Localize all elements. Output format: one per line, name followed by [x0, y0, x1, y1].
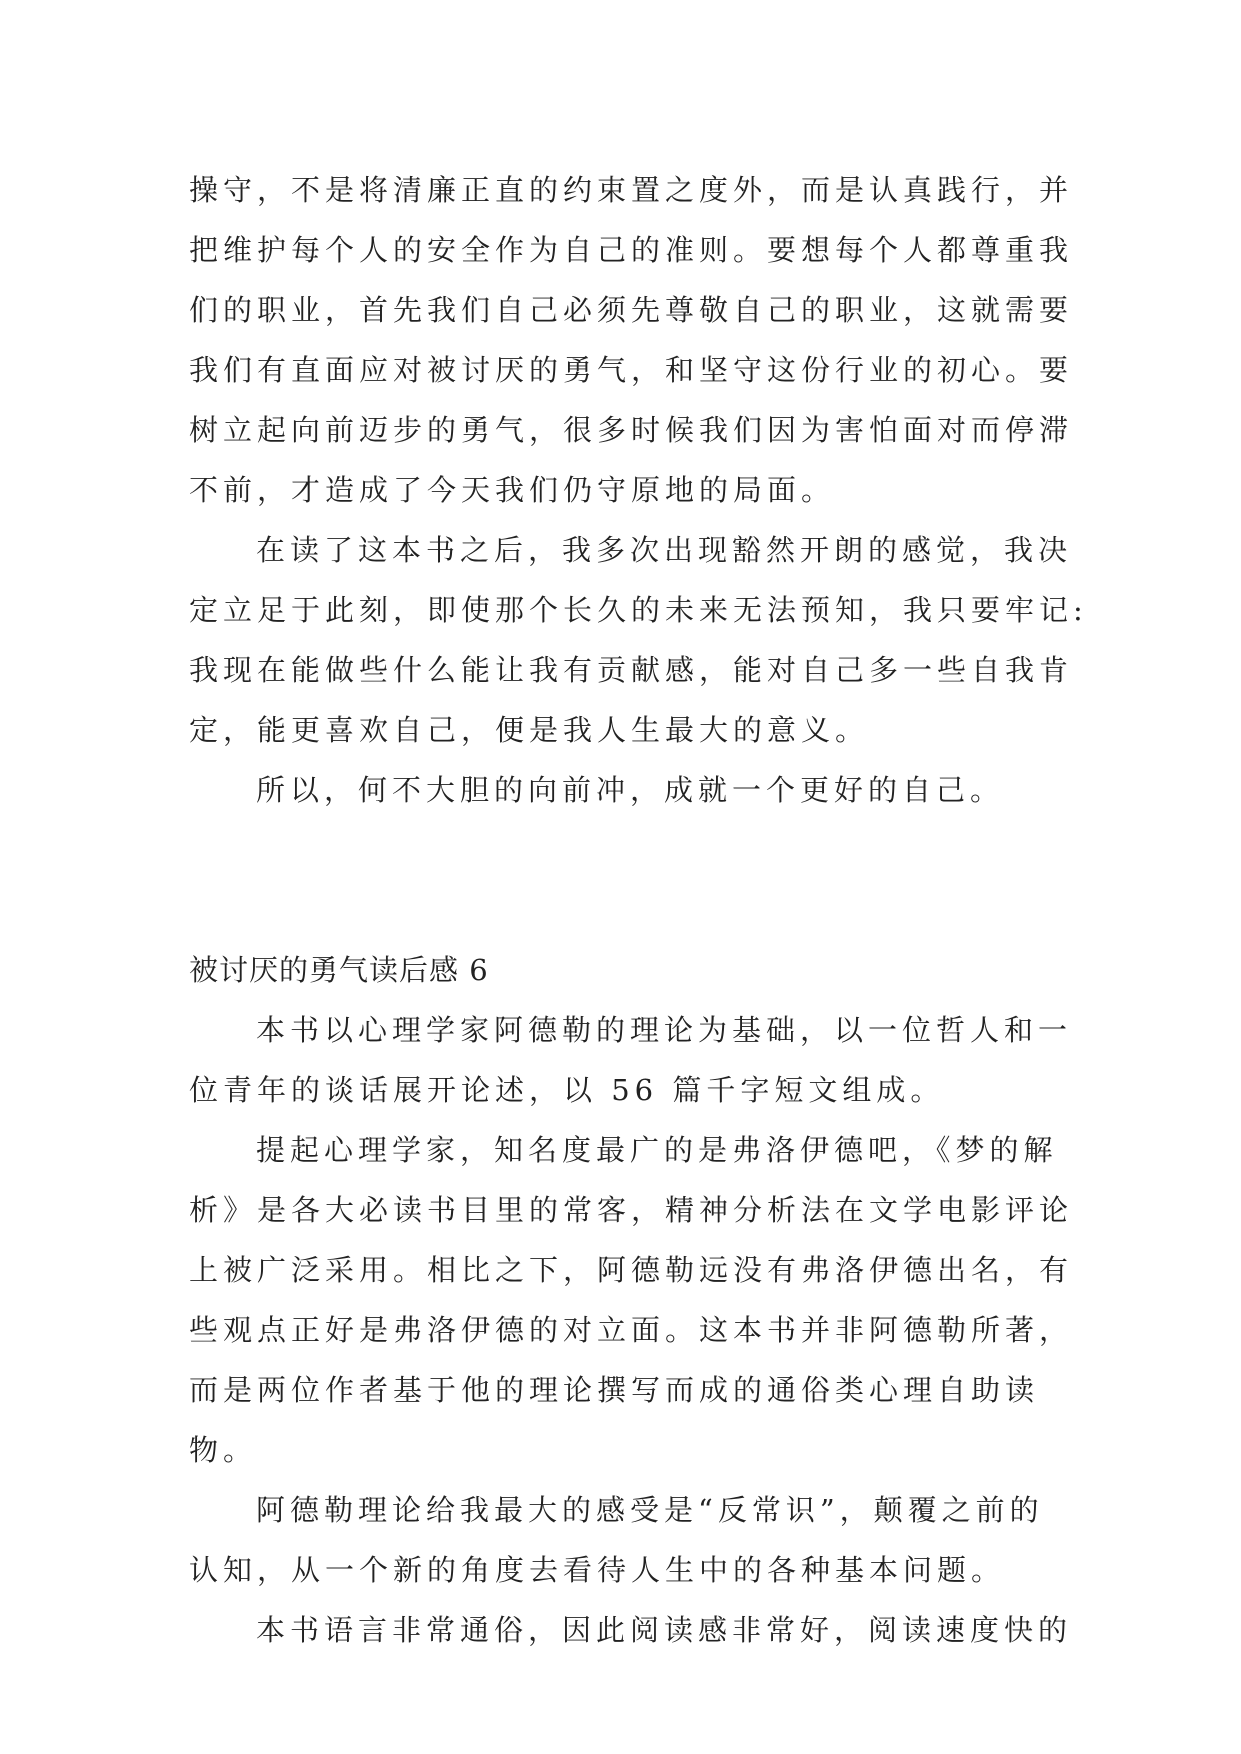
text-line: 析》是各大必读书目里的常客，精神分析法在文学电影评论	[189, 1193, 1074, 1227]
text-line: 而是两位作者基于他的理论撰写而成的通俗类心理自助读	[189, 1373, 1040, 1407]
text-line: 定立足于此刻，即使那个长久的未来无法预知，我只要牢记:	[189, 593, 1088, 627]
paragraph-first-line: 所以，何不大胆的向前冲，成就一个更好的自己。	[256, 773, 1005, 807]
text-line: 我现在能做些什么能让我有贡献感，能对自己多一些自我肯	[189, 653, 1074, 687]
paragraph-first-line: 提起心理学家，知名度最广的是弗洛伊德吧，《梦的解	[256, 1133, 1058, 1167]
paragraph-gap	[189, 820, 1059, 940]
text-line: 不前，才造成了今天我们仍守原地的局面。	[189, 473, 836, 507]
section-heading: 被讨厌的勇气读后感 6	[189, 953, 489, 987]
text-line: 物。	[189, 1433, 258, 1467]
text-line: 些观点正好是弗洛伊德的对立面。这本书并非阿德勒所著，	[189, 1313, 1074, 1347]
text-line: 操守，不是将清廉正直的约束置之度外，而是认真践行，并	[189, 173, 1074, 207]
text-line: 位青年的谈话展开论述，以 56 篇千字短文组成。	[189, 1073, 945, 1107]
document-body	[189, 160, 1088, 1660]
text-line: 认知，从一个新的角度去看待人生中的各种基本问题。	[189, 1553, 1006, 1587]
text-line: 上被广泛采用。相比之下，阿德勒远没有弗洛伊德出名，有	[189, 1253, 1074, 1287]
text-line: 把维护每个人的安全作为自己的准则。要想每个人都尊重我	[189, 233, 1074, 267]
text-line: 我们有直面应对被讨厌的勇气，和坚守这份行业的初心。要	[189, 353, 1074, 387]
paragraph-first-line: 在读了这本书之后，我多次出现豁然开朗的感觉，我决	[256, 533, 1073, 567]
paragraph-first-line: 本书以心理学家阿德勒的理论为基础，以一位哲人和一	[256, 1013, 1073, 1047]
paragraph-first-line: 阿德勒理论给我最大的感受是“反常识”，颠覆之前的	[256, 1493, 1044, 1527]
paragraph-first-line: 本书语言非常通俗，因此阅读感非常好，阅读速度快的	[256, 1613, 1073, 1647]
text-line: 们的职业，首先我们自己必须先尊敬自己的职业，这就需要	[189, 293, 1074, 327]
text-line: 定，能更喜欢自己，便是我人生最大的意义。	[189, 713, 870, 747]
text-line: 树立起向前迈步的勇气，很多时候我们因为害怕面对而停滞	[189, 413, 1074, 447]
